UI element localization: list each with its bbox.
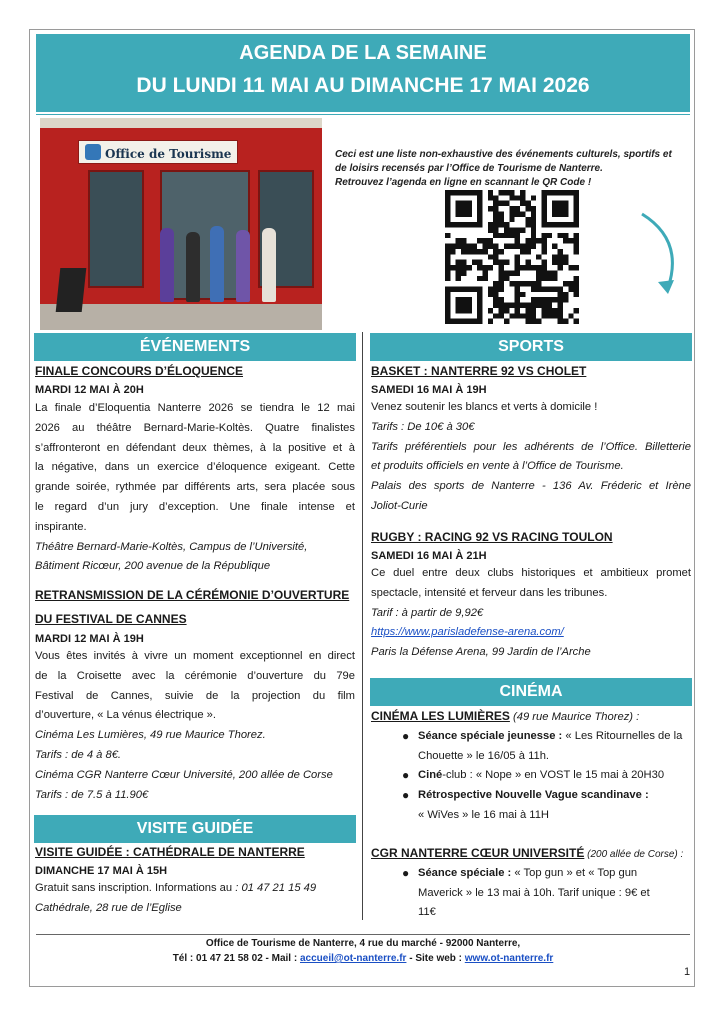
event-date: MARDI 12 MAI À 19H	[35, 633, 144, 645]
sports-heading: SPORTS	[370, 333, 692, 361]
sport-date: SAMEDI 16 MAI À 21H	[371, 550, 487, 562]
sport-title: BASKET : NANTERRE 92 VS CHOLET	[371, 364, 587, 378]
footer-web-link[interactable]: www.ot-nanterre.fr	[464, 953, 554, 964]
intro-line: de loisirs recensés par l’Office de Tourisme de Nanterre.	[335, 163, 603, 174]
header-banner	[36, 34, 690, 112]
sport-description: Ce duel entre deux clubs historiques et ambitieux promet spectacle, intensité et ferveur dans les tribunes. Tarif : à partir de 9,92€ https://www.parisladefense-arena.com/ Paris la Défense Arena, 99 Jardin de l’Arche	[371, 567, 691, 659]
sport-date: SAMEDI 16 MAI À 19H	[371, 384, 487, 396]
curved-arrow-icon	[628, 210, 678, 306]
list-item: ● Rétrospective Nouvelle Vague scandinave : « WiVes » le 16 mai à 11H	[402, 788, 649, 821]
office-logo-icon	[85, 144, 101, 160]
page-number: 1	[684, 966, 691, 978]
visit-heading: VISITE GUIDÉE	[34, 815, 356, 843]
list-item: ● Ciné-club : « Nope » en VOST le 15 mai à 20H30	[402, 768, 665, 782]
visit-title: VISITE GUIDÉE : CATHÉDRALE DE NANTERRE	[35, 845, 305, 859]
event-title-line2: DU FESTIVAL DE CANNES	[35, 612, 187, 626]
event-title: RETRANSMISSION DE LA CÉRÉMONIE D’OUVERTURE	[35, 588, 350, 602]
header-dates: DU LUNDI 11 MAI AU DIMANCHE 17 MAI 2026	[136, 74, 590, 97]
column-divider	[362, 332, 363, 920]
header-title: AGENDA DE LA SEMAINE	[239, 42, 487, 64]
cinema-heading: CINÉMA	[370, 678, 692, 706]
header-rule	[36, 114, 690, 115]
qr-code[interactable]	[445, 190, 579, 324]
footer-contact: Tél : 01 47 21 58 02 - Mail : accueil@ot-nanterre.fr - Site web : www.ot-nanterre.fr	[172, 953, 554, 964]
visit-date: DIMANCHE 17 MAI À 15H	[35, 865, 168, 877]
sport-title: RUGBY : RACING 92 VS RACING TOULON	[371, 530, 613, 544]
intro-line: Ceci est une liste non-exhaustive des événements culturels, sportifs et	[335, 149, 672, 160]
event-description: Vous êtes invités à vivre un moment exceptionnel en direct de la Croisette avec la cérémonie d’ouverture du 79e Festival de Cannes, suivie de la projection du film d’ouverture, « La vénus électrique ». Cinéma Les Lumières, 49 rue Maurice Thorez. Tarifs : de 4 à 8€. Cinéma CGR Nanterre Cœur Université, 200 allée de Corse Tarifs : de 7.5 à 11.90€	[35, 650, 355, 801]
list-item: ● Séance spéciale jeunesse : « Les Ritournelles de la Chouette » le 16/05 à 11h.	[402, 729, 683, 762]
sign-board	[56, 268, 87, 312]
office-photo	[40, 118, 322, 330]
visit-description: Gratuit sans inscription. Informations au : 01 47 21 15 49 Cathédrale, 28 rue de l’Eglise	[35, 882, 317, 914]
list-item: ● Séance spéciale : « Top gun » et « Top gun Maverick » le 13 mai à 10h. Tarif unique : 9€ et 11€	[402, 866, 650, 918]
arena-link[interactable]: https://www.parisladefense-arena.com/	[371, 626, 564, 639]
intro-text	[335, 148, 691, 190]
event-description: La finale d’Eloquentia Nanterre 2026 se tiendra le 12 mai 2026 au théâtre Bernard-Marie-Koltès. Quatre finalistes s’affronteront en défendant deux thèmes, à la positive et à la négative, dans un exercice d’éloquence exigeant. Cette grande soirée, rythmée par différents arts, sera placée sous le regard d’un jury d’exception. Une finale intense et inspirante. Théâtre Bernard-Marie-Koltès, Campus de l’Université, Bâtiment Ricœur, 200 avenue de la République	[35, 402, 355, 573]
office-sign-text: Office de Tourisme	[105, 147, 232, 161]
sport-description: Venez soutenir les blancs et verts à domicile ! Tarifs : De 10€ à 30€ Tarifs préférentiels pour les adhérents de l’Office. Billetterie et produits officiels en vente à l’Office de Tourisme. Palais des sports de Nanterre - 136 Av. Fréderic et Irène Joliot-Curie	[371, 401, 691, 512]
events-heading: ÉVÉNEMENTS	[34, 333, 356, 361]
footer-mail-link[interactable]: accueil@ot-nanterre.fr	[299, 953, 407, 964]
footer-address: Office de Tourisme de Nanterre, 4 rue du marché - 92000 Nanterre,	[205, 938, 521, 949]
office-sign	[78, 140, 238, 164]
page-frame	[29, 29, 695, 987]
cinema-lumieres-heading: CINÉMA LES LUMIÈRES (49 rue Maurice Thorez) :	[371, 709, 640, 723]
intro-line: Retrouvez l’agenda en ligne en scannant le QR Code !	[335, 177, 592, 188]
event-title: FINALE CONCOURS D’ÉLOQUENCE	[35, 364, 244, 378]
cinema-cgr-heading: CGR NANTERRE CŒUR UNIVERSITÉ (200 allée de Corse) :	[371, 846, 684, 860]
footer-rule	[36, 934, 690, 935]
event-date: MARDI 12 MAI À 20H	[35, 384, 144, 396]
